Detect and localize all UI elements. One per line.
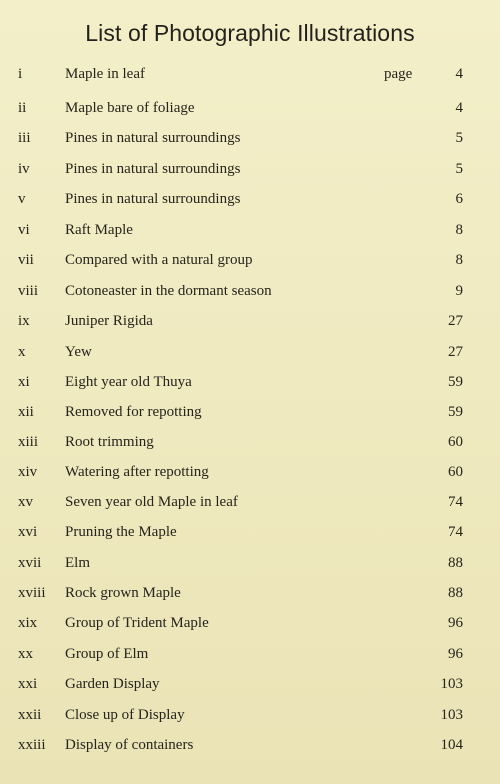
- list-item: [0, 735, 500, 755]
- entry-numeral: viii: [18, 283, 39, 299]
- entry-caption: Yew: [65, 344, 92, 360]
- entry-page: 96: [448, 646, 463, 662]
- entry-page: 59: [448, 374, 463, 390]
- list-item: [0, 98, 500, 118]
- entry-caption: Compared with a natural group: [65, 252, 253, 268]
- entry-caption: Seven year old Maple in leaf: [65, 494, 238, 510]
- entry-page: 27: [448, 313, 463, 329]
- entry-numeral: xxiii: [18, 737, 46, 753]
- entry-numeral: xxi: [18, 676, 38, 692]
- entry-page: 5: [455, 130, 463, 146]
- entry-caption: Watering after repotting: [65, 464, 209, 480]
- entry-numeral: ii: [18, 100, 27, 116]
- list-item: [0, 64, 500, 84]
- entry-caption: Eight year old Thuya: [65, 374, 192, 390]
- entry-numeral: iii: [18, 130, 31, 146]
- entry-page: 103: [440, 707, 463, 723]
- entry-caption: Cotoneaster in the dormant season: [65, 283, 272, 299]
- entry-page: 60: [448, 434, 463, 450]
- list-item: [0, 281, 500, 301]
- list-item: [0, 372, 500, 392]
- entry-numeral: xvi: [18, 524, 38, 540]
- entry-numeral: xiv: [18, 464, 38, 480]
- entry-page: 27: [448, 344, 463, 360]
- list-item: [0, 250, 500, 270]
- entry-page: 8: [455, 222, 463, 238]
- entry-caption: Display of containers: [65, 737, 194, 753]
- entry-caption: Maple in leaf: [65, 66, 145, 82]
- entry-numeral: x: [18, 344, 26, 360]
- entry-numeral: xi: [18, 374, 30, 390]
- list-item: [0, 159, 500, 179]
- list-item: [0, 522, 500, 542]
- entry-caption: Pines in natural surroundings: [65, 161, 241, 177]
- entry-page: 88: [448, 555, 463, 571]
- entry-caption: Juniper Rigida: [65, 313, 153, 329]
- entry-caption: Removed for repotting: [65, 404, 202, 420]
- entry-numeral: xx: [18, 646, 33, 662]
- entry-caption: Group of Elm: [65, 646, 149, 662]
- entry-numeral: v: [18, 191, 26, 207]
- list-item: [0, 128, 500, 148]
- entry-numeral: vii: [18, 252, 34, 268]
- entry-page: 60: [448, 464, 463, 480]
- list-item: [0, 492, 500, 512]
- entry-page: 59: [448, 404, 463, 420]
- list-item: [0, 644, 500, 664]
- list-item: [0, 613, 500, 633]
- entry-page: 104: [440, 737, 463, 753]
- entry-caption: Elm: [65, 555, 90, 571]
- entry-numeral: xvii: [18, 555, 42, 571]
- entry-page: 88: [448, 585, 463, 601]
- entry-caption: Pines in natural surroundings: [65, 130, 241, 146]
- entry-numeral: xv: [18, 494, 33, 510]
- list-item: [0, 674, 500, 694]
- list-item: [0, 705, 500, 725]
- list-item: [0, 553, 500, 573]
- list-item: [0, 342, 500, 362]
- entry-numeral: i: [18, 66, 23, 82]
- entry-numeral: xviii: [18, 585, 46, 601]
- page-title: List of Photographic Illustrations: [85, 20, 415, 46]
- list-item: [0, 402, 500, 422]
- list-item: [0, 189, 500, 209]
- entry-page: 4: [455, 66, 463, 82]
- entry-caption: Pines in natural surroundings: [65, 191, 241, 207]
- list-item: [0, 583, 500, 603]
- entry-page: 103: [440, 676, 463, 692]
- page-label: page: [384, 66, 413, 82]
- entry-numeral: ix: [18, 313, 30, 329]
- entry-numeral: iv: [18, 161, 30, 177]
- entry-numeral: xix: [18, 615, 38, 631]
- entry-page: 96: [448, 615, 463, 631]
- entry-page: 74: [448, 524, 463, 540]
- entry-caption: Pruning the Maple: [65, 524, 177, 540]
- list-item: [0, 311, 500, 331]
- entry-page: 8: [455, 252, 463, 268]
- entry-page: 74: [448, 494, 463, 510]
- entry-numeral: xii: [18, 404, 34, 420]
- entry-numeral: xiii: [18, 434, 39, 450]
- entry-caption: Garden Display: [65, 676, 160, 692]
- entry-numeral: vi: [18, 222, 30, 238]
- entry-caption: Rock grown Maple: [65, 585, 181, 601]
- entry-caption: Raft Maple: [65, 222, 133, 238]
- entry-page: 9: [455, 283, 463, 299]
- list-item: [0, 462, 500, 482]
- entry-caption: Root trimming: [65, 434, 154, 450]
- entry-caption: Maple bare of foliage: [65, 100, 195, 116]
- entry-page: 6: [455, 191, 463, 207]
- entry-caption: Close up of Display: [65, 707, 185, 723]
- list-item: [0, 432, 500, 452]
- entry-numeral: xxii: [18, 707, 42, 723]
- list-item: [0, 220, 500, 240]
- entry-caption: Group of Trident Maple: [65, 615, 209, 631]
- entry-page: 5: [455, 161, 463, 177]
- entry-page: 4: [455, 100, 463, 116]
